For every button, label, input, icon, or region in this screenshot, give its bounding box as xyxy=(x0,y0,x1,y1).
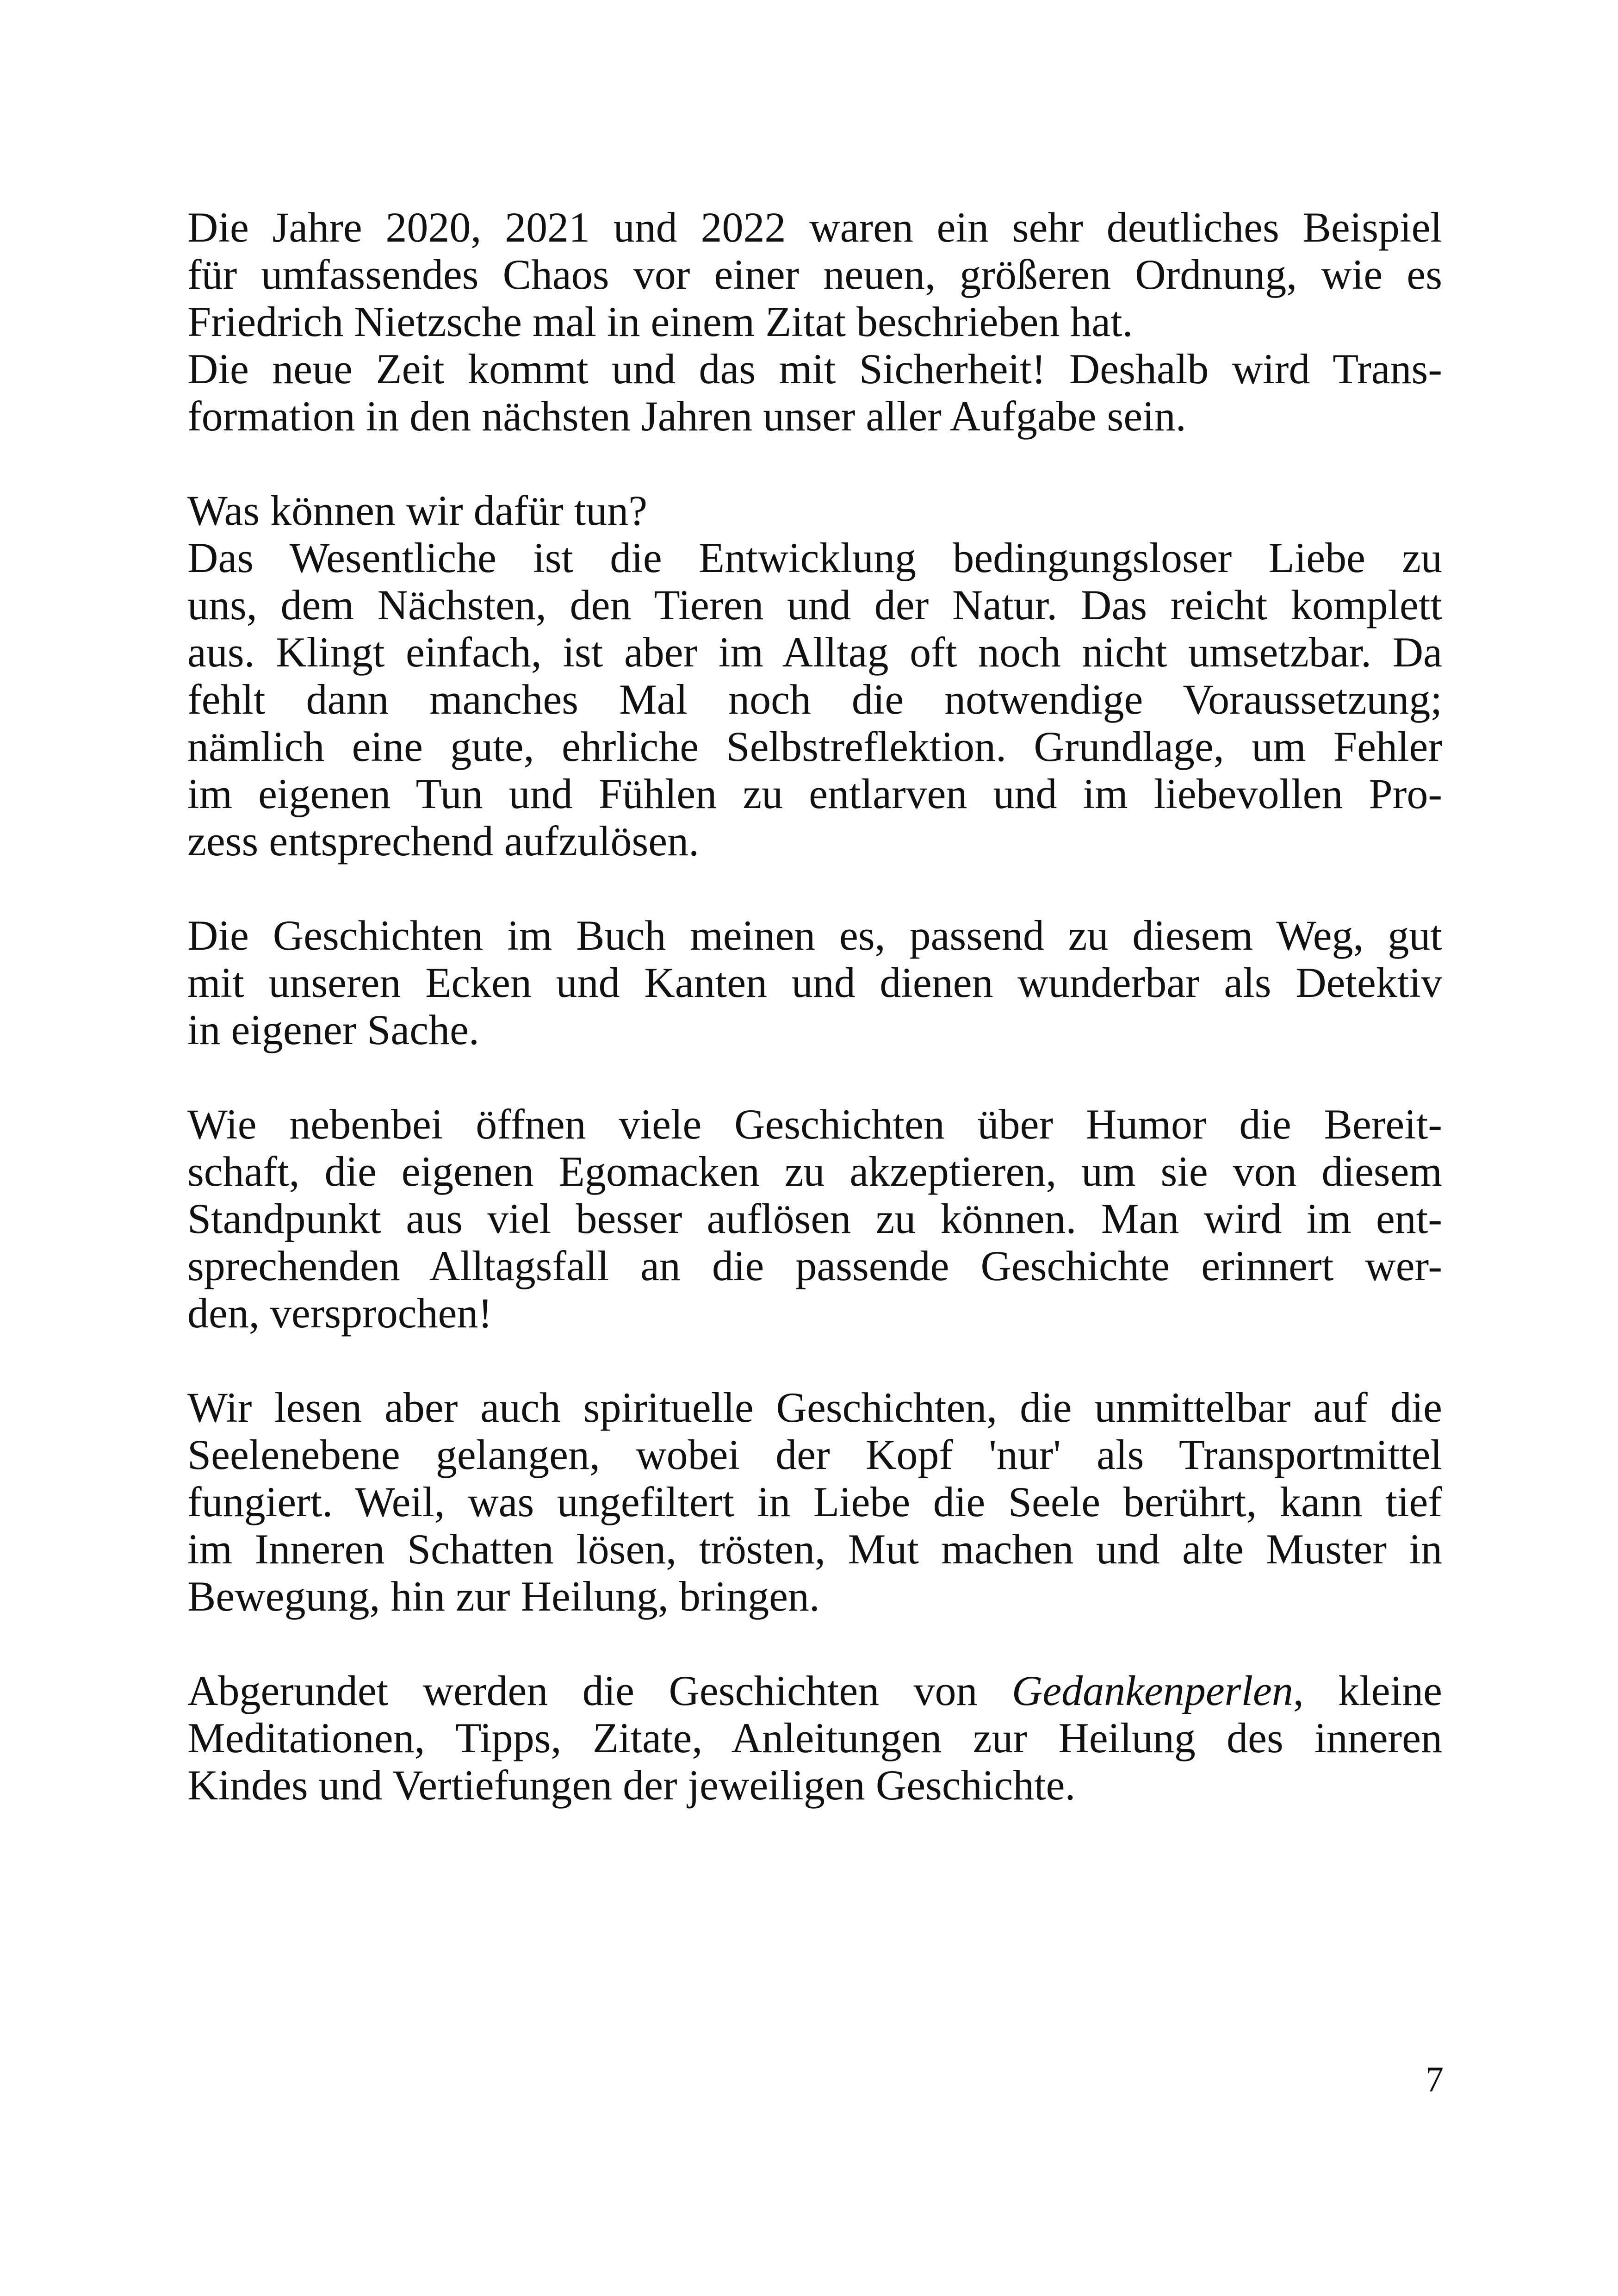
text-line: in eigener Sache. xyxy=(187,1006,479,1053)
text-line: Die neue Zeit kommt und das mit Sicherheit! Deshalb wird Trans- xyxy=(187,345,1442,392)
italic-term: Gedankenperlen xyxy=(1011,1667,1293,1714)
text-line: mit unseren Ecken und Kanten und dienen wunderbar als Detektiv xyxy=(187,959,1442,1006)
text-line: Die Geschichten im Buch meinen es, passend zu diesem Weg, gut xyxy=(187,912,1442,959)
text-line: im Inneren Schatten lösen, trösten, Mut machen und alte Muster in xyxy=(187,1525,1442,1573)
text-line: Friedrich Nietzsche mal in einem Zitat beschrieben hat. xyxy=(187,298,1133,345)
text-line: Was können wir dafür tun? xyxy=(187,487,648,534)
text-line: nämlich eine gute, ehrliche Selbstreflektion. Grundlage, um Fehler xyxy=(187,723,1442,770)
paragraph-gap xyxy=(187,1337,1442,1384)
text-run: , kleine xyxy=(1293,1667,1442,1714)
paragraph-gap xyxy=(187,1053,1442,1101)
text-line: für umfassendes Chaos vor einer neuen, größeren Ordnung, wie es xyxy=(187,251,1442,298)
text-line: Standpunkt aus viel besser auflösen zu können. Man wird im ent- xyxy=(187,1195,1442,1242)
text-line: zess entsprechend aufzulösen. xyxy=(187,817,700,865)
text-line: formation in den nächsten Jahren unser aller Aufgabe sein. xyxy=(187,392,1186,440)
text-line: Kindes und Vertiefungen der jeweiligen Geschichte. xyxy=(187,1761,1076,1809)
paragraph-gap xyxy=(187,1620,1442,1667)
text-run: Abgerundet werden die Geschichten von xyxy=(187,1667,1012,1714)
text-line: Meditationen, Tipps, Zitate, Anleitungen zur Heilung des inneren xyxy=(187,1714,1442,1761)
text-line: aus. Klingt einfach, ist aber im Alltag oft noch nicht umsetzbar. Da xyxy=(187,628,1442,676)
text-line: uns, dem Nächsten, den Tieren und der Natur. Das reicht komplett xyxy=(187,581,1442,628)
text-line: Bewegung, hin zur Heilung, bringen. xyxy=(187,1573,820,1620)
page-number: 7 xyxy=(1426,2059,1444,2099)
text-line-with-italic xyxy=(187,1667,1442,1714)
text-line: im eigenen Tun und Fühlen zu entlarven und im liebevollen Pro- xyxy=(187,770,1442,817)
text-line: Die Jahre 2020, 2021 und 2022 waren ein sehr deutliches Beispiel xyxy=(187,204,1442,251)
text-line: fungiert. Weil, was ungefiltert in Liebe die Seele berührt, kann tief xyxy=(187,1478,1442,1525)
paragraph-gap xyxy=(187,865,1442,912)
text-line: sprechenden Alltagsfall an die passende Geschichte erinnert wer- xyxy=(187,1242,1442,1289)
paragraph-gap xyxy=(187,440,1442,487)
body-text xyxy=(187,204,1442,1809)
text-line: fehlt dann manches Mal noch die notwendige Voraussetzung; xyxy=(187,676,1442,723)
text-line: Seelenebene gelangen, wobei der Kopf 'nur' als Transportmittel xyxy=(187,1431,1442,1478)
text-line: Das Wesentliche ist die Entwicklung bedingungsloser Liebe zu xyxy=(187,534,1442,581)
text-line: Wir lesen aber auch spirituelle Geschichten, die unmittelbar auf die xyxy=(187,1384,1442,1431)
text-line: den, versprochen! xyxy=(187,1289,493,1337)
text-line: schaft, die eigenen Egomacken zu akzeptieren, um sie von diesem xyxy=(187,1148,1442,1195)
text-line: Wie nebenbei öffnen viele Geschichten über Humor die Bereit- xyxy=(187,1101,1442,1148)
